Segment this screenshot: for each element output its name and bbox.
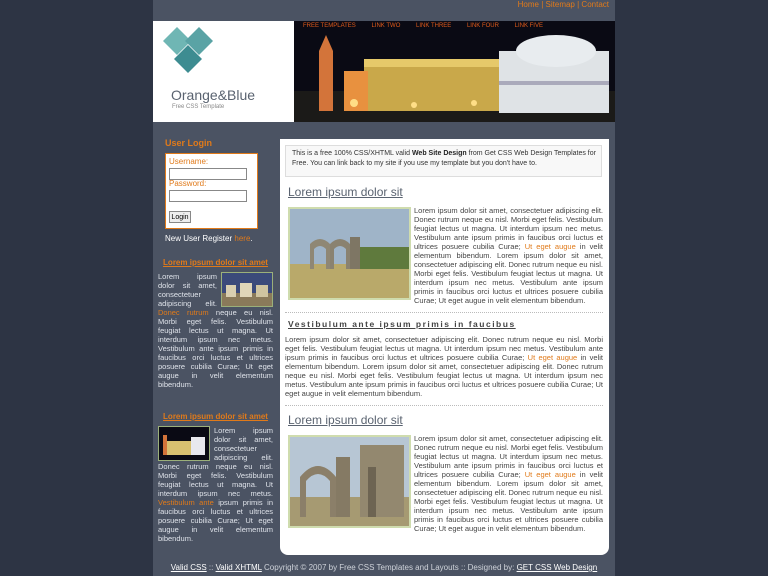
footer <box>153 563 615 572</box>
intro-box <box>285 145 602 177</box>
post-2-text-b: in velit elementum bibendum. Lorem ipsum dolor sit amet, consectetuer adipiscing elit. Donec rutrum neque eu nisl. Morbi eget felis. Vestibulum feugiat lectus ut magna. Ut interdum ipsum nec metus. Vestibulum ante ipsum primis in faucibus orci luctus et ultrices posuere cubilia Curae; Ut eget augue in velit elementum bibendum. <box>414 470 603 533</box>
side-article-1-text-b: neque eu nisl. Morbi eget felis. Vestibulum feugiat lectus ut magna. Ut interdum ipsum nec metus. Vestibulum ante ipsum primis in faucibus orci luctus et ultrices posuere cubilia Curae; Ut eget augue in velit elementum bibendum. <box>158 308 273 389</box>
footer-sep: :: <box>206 563 216 572</box>
divider <box>285 312 603 313</box>
side-article-2-body <box>158 426 273 543</box>
side-article-2-text: Lorem ipsum dolor sit amet, consectetuer adipiscing elit. Donec rutrum neque eu nisl. Morbi eget felis. Vestibulum feugiat lectus ut magna. Ut interdum ipsum nec metus. <box>158 426 273 498</box>
valid-xhtml-link[interactable]: Valid XHTML <box>215 563 262 572</box>
post-1-text-b: in velit elementum bibendum. Lorem ipsum dolor sit amet, consectetuer adipiscing elit. Donec rutrum neque eu nisl. Morbi eget felis. Vestibulum feugiat lectus ut magna. Ut interdum ipsum nec metus. Vestibulum ante ipsum primis in faucibus orci luctus et ultrices posuere cubilia Curae; Ut eget augue in velit elementum bibendum. <box>414 242 603 305</box>
nav-item-free-templates[interactable]: FREE TEMPLATES <box>303 23 356 29</box>
section-2-text-b: in velit elementum bibendum. Lorem ipsum dolor sit amet, consectetuer adipiscing elit. Donec rutrum neque eu nisl. Morbi eget felis. Vestibulum feugiat lectus ut magna. Ut interdum ipsum nec metus. Vestibulum ante ipsum primis in faucibus orci luctus et ultrices posuere cubilia Curae; Ut eget augue in velit elementum bibendum. <box>285 353 604 398</box>
top-link-home[interactable]: Home <box>517 0 539 9</box>
nav-item-link-two[interactable]: LINK TWO <box>371 23 401 29</box>
footer-copyright: Copyright © 2007 by Free CSS Templates and Layouts :: Designed by: <box>261 563 517 572</box>
login-title: User Login <box>165 138 213 148</box>
valid-css-link[interactable]: Valid CSS <box>170 563 207 572</box>
logo-box <box>153 21 294 122</box>
section-2-title[interactable]: Vestibulum ante ipsum primis in faucibus <box>288 319 516 329</box>
side-article-1-title[interactable]: Lorem ipsum dolor sit amet <box>163 258 268 267</box>
side-article-2 <box>158 412 273 543</box>
post-1-text: Lorem ipsum dolor sit amet, consectetuer adipiscing elit. Donec rutrum neque eu nisl. Morbi eget felis. Vestibulum feugiat lectus ut magna. Ut interdum ipsum nec metus. Vestibulum ante ipsum primis in faucibus orci luctus et ultrices posuere cubilia Curae; <box>414 206 603 251</box>
nav-item-link-three[interactable]: LINK THREE <box>416 23 452 29</box>
post-1-highlight: Ut eget augue <box>524 242 576 251</box>
post-1-title[interactable]: Lorem ipsum dolor sit <box>288 185 403 199</box>
intro-bold: Web Site Design <box>411 150 467 157</box>
top-links <box>518 0 609 10</box>
top-link-contact[interactable]: Contact <box>581 0 609 9</box>
logo-icon <box>159 23 219 83</box>
post-2-text: Lorem ipsum dolor sit amet, consectetuer adipiscing elit. Donec rutrum neque eu nisl. Morbi eget felis. Vestibulum feugiat lectus ut magna. Ut interdum ipsum nec metus. Vestibulum ante ipsum primis in faucibus orci luctus et ultrices posuere cubilia Curae; <box>414 434 603 479</box>
username-label: Username: <box>169 157 209 166</box>
nav-item-link-five[interactable]: LINK FIVE <box>514 23 543 29</box>
post-2-title[interactable]: Lorem ipsum dolor sit <box>288 413 403 427</box>
post-2-body <box>414 434 603 533</box>
section-2-body <box>285 335 603 398</box>
section-2-highlight: Ut eget augue <box>527 353 578 362</box>
password-label: Password: <box>169 179 207 188</box>
side-article-1-body <box>158 272 273 389</box>
post-2-image <box>288 435 411 528</box>
intro-text: This is a free 100% CSS/XHTML valid <box>292 150 412 157</box>
header-photo <box>294 21 615 122</box>
side-article-2-title[interactable]: Lorem ipsum dolor sit amet <box>163 412 268 421</box>
main-content <box>280 139 609 555</box>
top-sep: | <box>574 0 582 9</box>
divider <box>285 405 603 406</box>
top-link-sitemap[interactable]: Sitemap <box>545 0 575 9</box>
intro-text-end: from Get CSS Web Design Templates for Free. You can link back to my site if you use my template but you don't have to. <box>292 150 596 167</box>
login-button[interactable]: Login <box>169 211 191 223</box>
register-text <box>165 234 253 243</box>
register-label: New User Register <box>165 234 233 243</box>
side-article-2-text-b: ipsum primis in faucibus orci luctus et ultrices posuere cubilia Curae; Ut eget augue in velit elementum bibendum. <box>158 498 273 543</box>
nav-item-link-four[interactable]: LINK FOUR <box>466 23 499 29</box>
designer-link[interactable]: GET CSS Web Design <box>516 563 598 572</box>
side-article-2-image <box>158 426 210 461</box>
top-sep: | <box>539 0 546 9</box>
side-article-1-highlight: Donec rutrum <box>158 308 209 317</box>
post-1-image <box>288 207 411 300</box>
password-input[interactable] <box>169 190 247 202</box>
post-1-body <box>414 206 603 305</box>
login-form <box>165 153 258 229</box>
post-2-highlight: Ut eget augue <box>524 470 576 479</box>
page-wrapper <box>153 0 615 576</box>
header <box>153 21 615 122</box>
section-2-text: Lorem ipsum dolor sit amet, consectetuer adipiscing elit. Donec rutrum neque eu nisl. Morbi eget felis. Vestibulum feugiat lectus ut magna. Ut interdum ipsum nec metus. Vestibulum ante ipsum primis in faucibus orci luctus et ultrices posuere cubilia Curae; <box>285 335 603 362</box>
side-article-2-highlight: Vestibulum ante <box>158 498 214 507</box>
side-article-1 <box>158 258 273 389</box>
logo-title: Orange&Blue <box>171 87 256 103</box>
side-article-1-image <box>221 272 273 307</box>
side-article-1-text: Lorem ipsum dolor sit amet, consectetuer adipiscing elit. <box>158 272 217 308</box>
main-nav <box>303 23 557 29</box>
register-end: . <box>250 234 253 243</box>
header-photo-image <box>294 21 615 122</box>
logo-subtitle: Free CSS Template <box>172 104 225 110</box>
register-link[interactable]: here <box>234 234 251 243</box>
